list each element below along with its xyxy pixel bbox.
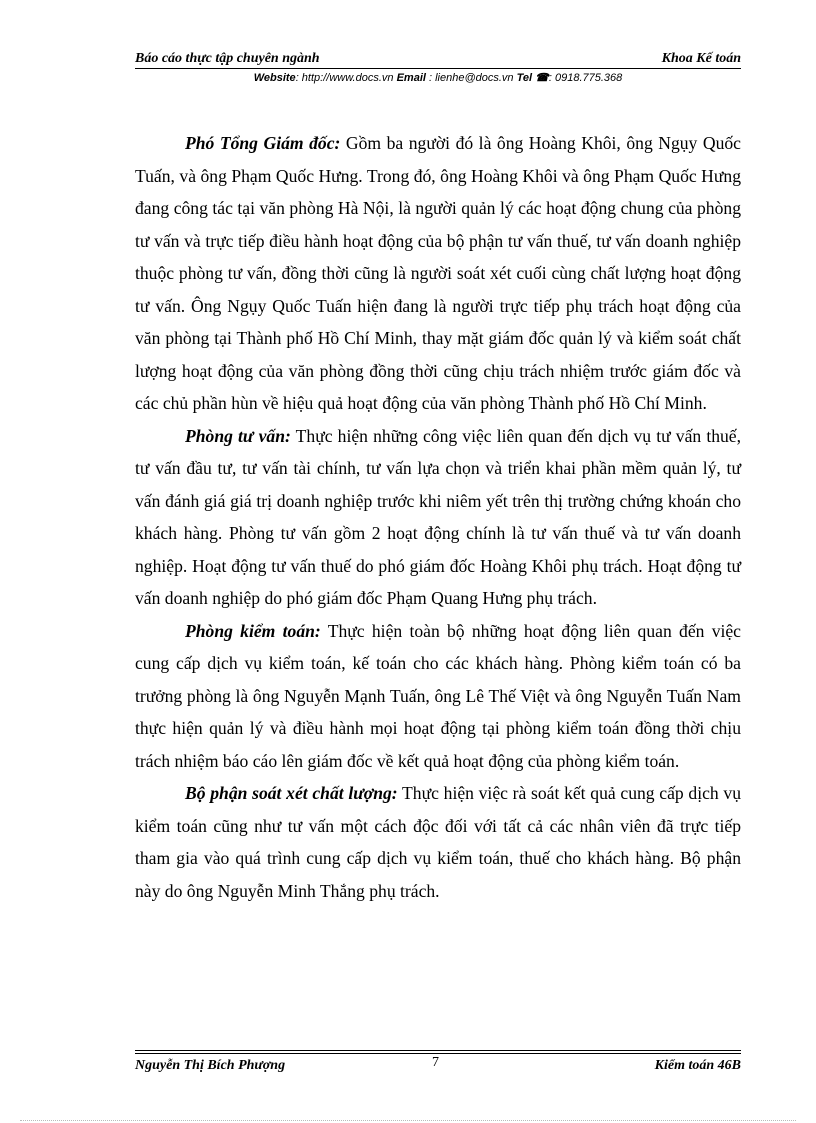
email-label: Email (396, 72, 426, 84)
page-number: 7 (432, 1055, 439, 1070)
email-value: : lienhe@docs.vn (429, 72, 514, 84)
paragraph-consulting-dept (135, 420, 741, 615)
website-label: Website (253, 72, 296, 84)
paragraph-text: Thực hiện những công việc liên quan đến dịch vụ tư vấn thuế, tư vấn đầu tư, tư vấn tài chính, tư vấn lựa chọn và triển khai phần mềm quản lý, tư vấn đánh giá giá trị doanh nghiệp trước khi niêm yết trên thị trường chứng khoán cho khách hàng. Phòng tư vấn gồm 2 hoạt động chính là tư vấn thuế và tư vấn doanh nghiệp. Hoạt động tư vấn thuế do phó giám đốc Hoàng Khôi phụ trách. Hoạt động tư vấn doanh nghiệp do phó giám đốc Phạm Quang Hưng phụ trách. (135, 425, 742, 608)
page-header (135, 50, 741, 84)
tel-label: Tel (516, 72, 533, 84)
phone-icon: ☎ (535, 72, 549, 84)
footer-class-name: Kiểm toán 46B (654, 1058, 741, 1073)
paragraph-audit-dept (135, 615, 741, 778)
header-contact-line (135, 71, 741, 85)
paragraph-text: Gồm ba người đó là ông Hoàng Khôi, ông Ngụy Quốc Tuấn, và ông Phạm Quốc Hưng. Trong đó, ông Hoàng Khôi và ông Phạm Quốc Hưng đang công tác tại văn phòng Hà Nội, là người quản lý các hoạt động chung của phòng tư vấn và trực tiếp điều hành hoạt động của bộ phận tư vấn thuế, tư vấn doanh nghiệp thuộc phòng tư vấn, đồng thời cũng là người soát xét cuối cùng chất lượng hoạt động tư vấn. Ông Ngụy Quốc Tuấn hiện đang là người trực tiếp phụ trách hoạt động của văn phòng tại Thành phố Hồ Chí Minh, thay mặt giám đốc quản lý và kiểm soát chất lượng hoạt động của văn phòng đồng thời cũng chịu trách nhiệm trước giám đốc và các chủ phần hùn về hiệu quả hoạt động của văn phòng Thành phố Hồ Chí Minh. (135, 133, 741, 413)
paragraph-lead: Phòng tư vấn: (185, 425, 291, 446)
header-left-title: Báo cáo thực tập chuyên ngành (135, 51, 320, 66)
header-right-title: Khoa Kế toán (661, 51, 741, 66)
header-title-row (135, 50, 741, 67)
paragraph-lead: Bộ phận soát xét chất lượng: (185, 783, 398, 803)
page-bottom-edge (20, 1120, 796, 1121)
paragraph-lead: Phó Tổng Giám đốc: (185, 133, 341, 153)
paragraph-quality-review (135, 777, 741, 907)
footer-author: Nguyễn Thị Bích Phượng (135, 1058, 286, 1073)
paragraph-text: Thực hiện toàn bộ những hoạt động liên quan đến việc cung cấp dịch vụ kiểm toán, kế toán cho các khách hàng. Phòng kiểm toán có ba trưởng phòng là ông Nguyễn Mạnh Tuấn, ông Lê Thế Việt và ông Nguyễn Tuấn Nam thực hiện quản lý và điều hành mọi hoạt động tại phòng kiểm toán đồng thời chịu trách nhiệm báo cáo lên giám đốc về kết quả hoạt động của phòng kiểm toán. (135, 620, 741, 771)
document-body (135, 127, 741, 907)
paragraph-deputy-director (135, 127, 741, 420)
paragraph-lead: Phòng kiểm toán: (185, 620, 321, 641)
header-divider (135, 68, 741, 69)
paragraph-text: Thực hiện việc rà soát kết quả cung cấp dịch vụ kiểm toán cũng như tư vấn một cách độc đối với tất cả các nhân viên đã trực tiếp tham gia vào quá trình cung cấp dịch vụ kiểm toán, thuế cho khách hàng. Bộ phận này do ông Nguyễn Minh Thắng phụ trách. (135, 783, 742, 901)
tel-value: : 0918.775.368 (548, 72, 623, 84)
website-value: : http://www.docs.vn (295, 72, 394, 84)
footer-divider (135, 1050, 741, 1051)
